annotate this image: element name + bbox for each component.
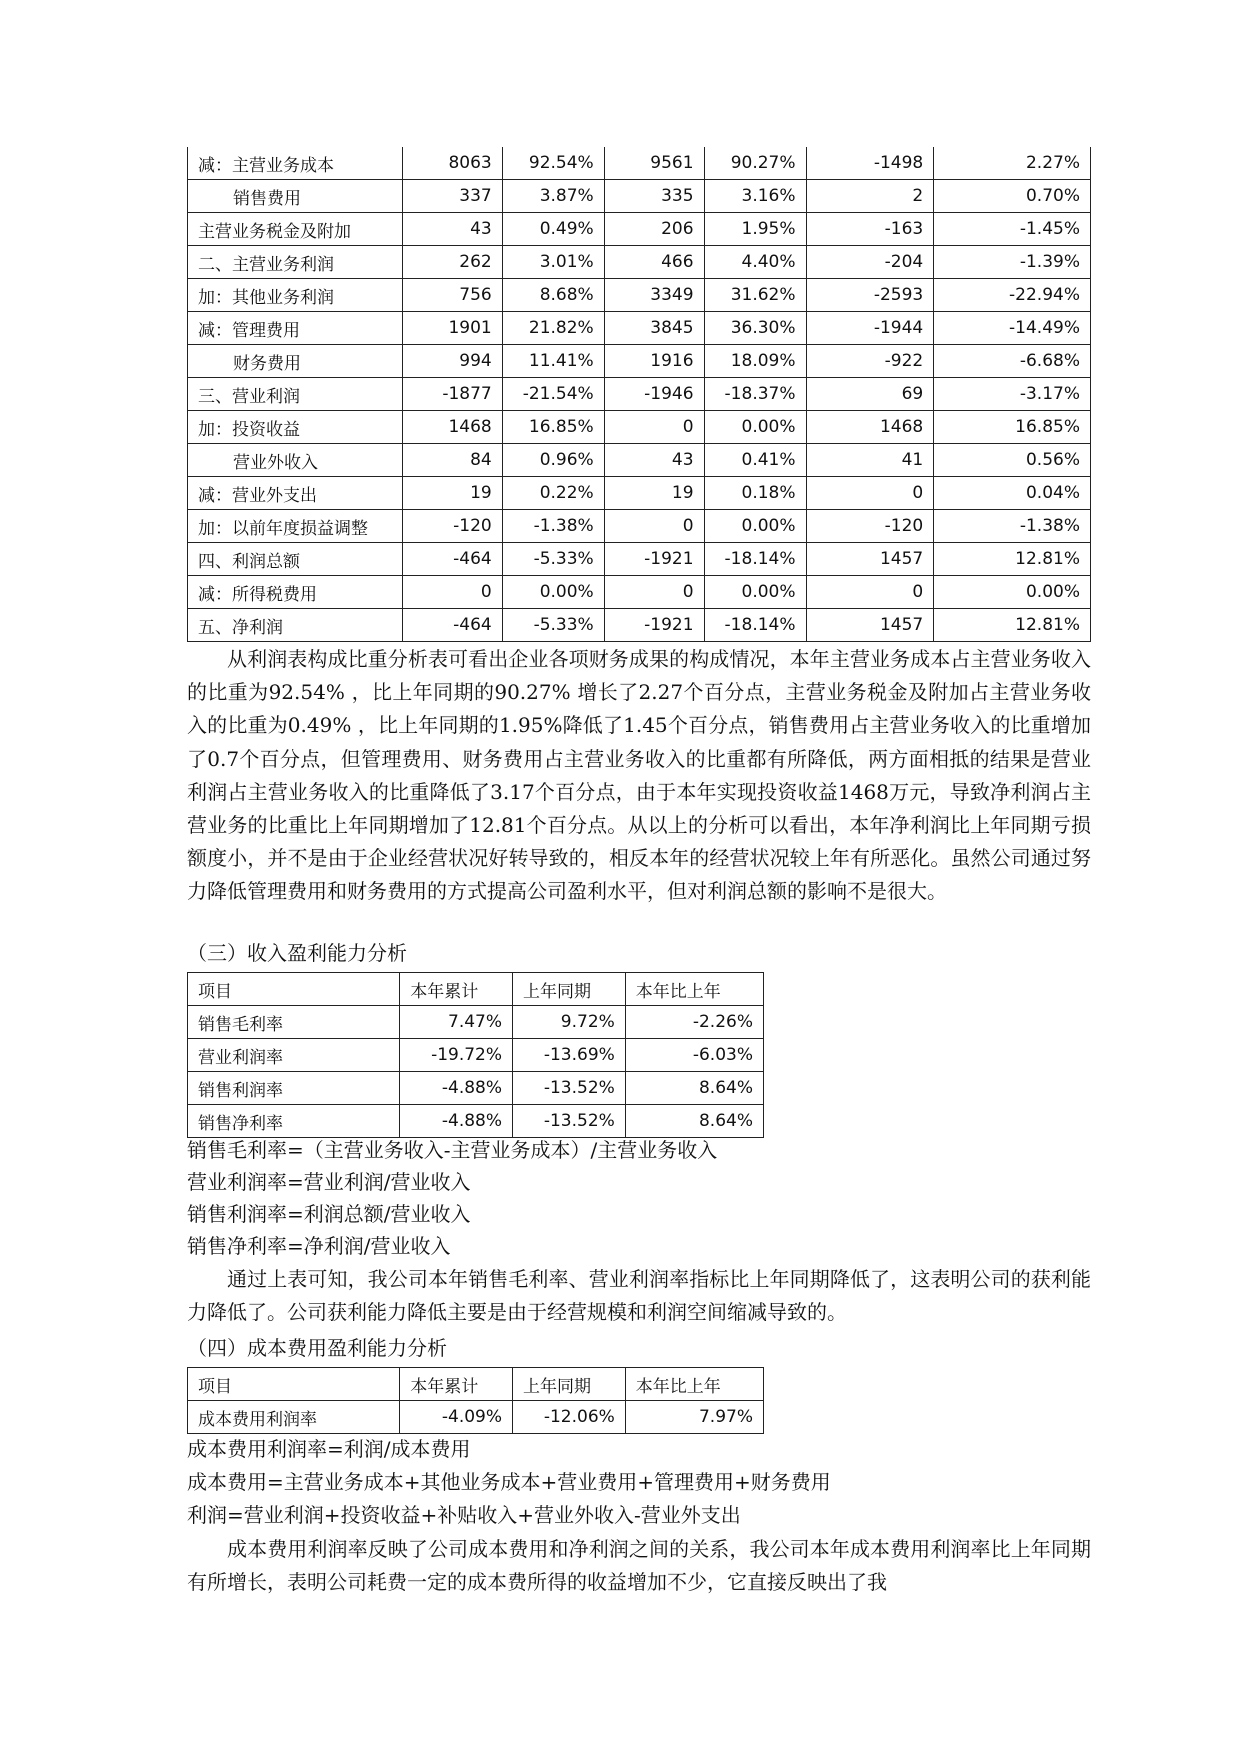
current-percent: 3.87% <box>502 180 604 213</box>
column-header: 本年比上年 <box>625 1368 763 1401</box>
current-value: 8063 <box>402 147 502 180</box>
row-label: 财务费用 <box>188 345 403 378</box>
table-row <box>188 576 1091 609</box>
revenue-profitability-table <box>187 972 764 1138</box>
row-label: 减：主营业务成本 <box>188 147 403 180</box>
difference-percent: 0.04% <box>934 477 1091 510</box>
table-row <box>188 312 1091 345</box>
row-label: 二、主营业务利润 <box>188 246 403 279</box>
section-title-revenue-profitability: （三）收入盈利能力分析 <box>187 941 407 965</box>
current-value: -464 <box>402 609 502 642</box>
difference-value: 2 <box>806 180 934 213</box>
previous-value: -13.52% <box>513 1072 626 1105</box>
previous-percent: 0.00% <box>704 576 806 609</box>
difference-value: -1498 <box>806 147 934 180</box>
formula-line: 销售净利率=净利润/营业收入 <box>187 1234 451 1258</box>
previous-value: 0 <box>604 576 704 609</box>
previous-percent: 31.62% <box>704 279 806 312</box>
column-header: 上年同期 <box>513 1368 626 1401</box>
table-row <box>188 411 1091 444</box>
formula-line: 成本费用=主营业务成本+其他业务成本+营业费用+管理费用+财务费用 <box>187 1470 831 1494</box>
table-row <box>188 378 1091 411</box>
previous-value: -13.69% <box>513 1039 626 1072</box>
formula-line: 销售利润率=利润总额/营业收入 <box>187 1202 471 1226</box>
row-label: 三、营业利润 <box>188 378 403 411</box>
cost-profitability-table <box>187 1367 764 1434</box>
difference-percent: -1.39% <box>934 246 1091 279</box>
previous-value: -1946 <box>604 378 704 411</box>
column-header: 项目 <box>188 1368 400 1401</box>
column-header: 项目 <box>188 973 400 1006</box>
current-percent: -5.33% <box>502 543 604 576</box>
previous-value: 43 <box>604 444 704 477</box>
difference-value: -1944 <box>806 312 934 345</box>
difference-value: 0 <box>806 477 934 510</box>
difference-value: 1457 <box>806 543 934 576</box>
row-label: 加：其他业务利润 <box>188 279 403 312</box>
current-value: 19 <box>402 477 502 510</box>
previous-percent: 0.00% <box>704 411 806 444</box>
current-percent: -1.38% <box>502 510 604 543</box>
difference-value: 7.97% <box>625 1401 763 1434</box>
table-row <box>188 213 1091 246</box>
difference-percent: 0.70% <box>934 180 1091 213</box>
current-percent: 0.49% <box>502 213 604 246</box>
current-value: 7.47% <box>400 1006 513 1039</box>
difference-percent: -1.38% <box>934 510 1091 543</box>
difference-percent: 0.00% <box>934 576 1091 609</box>
difference-value: 0 <box>806 576 934 609</box>
previous-value: 3349 <box>604 279 704 312</box>
column-header: 本年累计 <box>400 973 513 1006</box>
row-label: 四、利润总额 <box>188 543 403 576</box>
column-header: 本年累计 <box>400 1368 513 1401</box>
previous-percent: -18.14% <box>704 543 806 576</box>
current-value: -4.88% <box>400 1105 513 1138</box>
income-structure-table <box>187 147 1091 642</box>
current-percent: 92.54% <box>502 147 604 180</box>
difference-value: 8.64% <box>625 1072 763 1105</box>
column-header: 上年同期 <box>513 973 626 1006</box>
table-header-row <box>188 1368 764 1401</box>
previous-value: 19 <box>604 477 704 510</box>
current-value: -4.88% <box>400 1072 513 1105</box>
current-value: -4.09% <box>400 1401 513 1434</box>
difference-percent: 16.85% <box>934 411 1091 444</box>
difference-value: 1457 <box>806 609 934 642</box>
previous-percent: 0.00% <box>704 510 806 543</box>
previous-percent: 18.09% <box>704 345 806 378</box>
row-label: 销售费用 <box>188 180 403 213</box>
analysis-paragraph-3: 成本费用利润率反映了公司成本费用和净利润之间的关系，我公司本年成本费用利润率比上年同期有所增长，表明公司耗费一定的成本费所得的收益增加不少，它直接反映出了我 <box>187 1537 1091 1595</box>
table-row <box>188 1039 764 1072</box>
analysis-paragraph-2: 通过上表可知，我公司本年销售毛利率、营业利润率指标比上年同期降低了，这表明公司的获利能力降低了。公司获利能力降低主要是由于经营规模和利润空间缩减导致的。 <box>187 1267 1091 1325</box>
current-value: 1468 <box>402 411 502 444</box>
column-header: 本年比上年 <box>625 973 763 1006</box>
difference-percent: -14.49% <box>934 312 1091 345</box>
previous-value: 9561 <box>604 147 704 180</box>
difference-value: -2.26% <box>625 1006 763 1039</box>
previous-percent: 0.18% <box>704 477 806 510</box>
row-label: 加：投资收益 <box>188 411 403 444</box>
current-percent: 8.68% <box>502 279 604 312</box>
current-percent: -21.54% <box>502 378 604 411</box>
section-title-cost-profitability: （四）成本费用盈利能力分析 <box>187 1336 447 1360</box>
previous-percent: 0.41% <box>704 444 806 477</box>
previous-value: 0 <box>604 411 704 444</box>
formula-line: 成本费用利润率=利润/成本费用 <box>187 1437 471 1461</box>
current-value: -464 <box>402 543 502 576</box>
current-value: 0 <box>402 576 502 609</box>
table-header-row <box>188 973 764 1006</box>
difference-percent: 2.27% <box>934 147 1091 180</box>
difference-value: 41 <box>806 444 934 477</box>
difference-percent: 12.81% <box>934 609 1091 642</box>
previous-percent: 1.95% <box>704 213 806 246</box>
analysis-paragraph-1: 从利润表构成比重分析表可看出企业各项财务成果的构成情况，本年主营业务成本占主营业务收入的比重为92.54% ，比上年同期的90.27% 增长了2.27个百分点，主营业务税金及附加占主营业务收入的比重为0.49% ，比上年同期的1.95%降低了1.45个百分点，销售费用占主营业务收入的比重增加了0.7个百分点，但管理费用、财务费用占主营业务收入的比重都有所降低，两方面相抵的结果是营业利润占主营业务收入的比重降低了3.17个百分点，由于本年实现投资收益1468万元，导致净利润占主营业务的比重比上年同期增加了12.81个百分点。从以上的分析可以看出，本年净利润比上年同期亏损额度小，并不是由于企业经营状况好转导致的，相反本年的经营状况较上年有所恶化。虽然公司通过努力降低管理费用和财务费用的方式提高公司盈利水平，但对利润总额的影响不是很大。 <box>187 647 1091 904</box>
previous-value: 9.72% <box>513 1006 626 1039</box>
current-value: 1901 <box>402 312 502 345</box>
difference-value: -163 <box>806 213 934 246</box>
difference-percent: 12.81% <box>934 543 1091 576</box>
previous-percent: 90.27% <box>704 147 806 180</box>
difference-value: -120 <box>806 510 934 543</box>
current-percent: 16.85% <box>502 411 604 444</box>
current-value: 337 <box>402 180 502 213</box>
current-percent: 21.82% <box>502 312 604 345</box>
previous-value: 0 <box>604 510 704 543</box>
table-row <box>188 444 1091 477</box>
current-value: -120 <box>402 510 502 543</box>
previous-value: -1921 <box>604 543 704 576</box>
row-label: 五、净利润 <box>188 609 403 642</box>
previous-percent: 36.30% <box>704 312 806 345</box>
table-row <box>188 180 1091 213</box>
current-value: 84 <box>402 444 502 477</box>
previous-value: 3845 <box>604 312 704 345</box>
previous-value: -12.06% <box>513 1401 626 1434</box>
difference-percent: -3.17% <box>934 378 1091 411</box>
formula-line: 销售毛利率=（主营业务收入-主营业务成本）/主营业务收入 <box>187 1138 718 1162</box>
current-percent: 3.01% <box>502 246 604 279</box>
difference-value: 1468 <box>806 411 934 444</box>
table-row <box>188 1105 764 1138</box>
table-row <box>188 246 1091 279</box>
table-row <box>188 1401 764 1434</box>
previous-value: -1921 <box>604 609 704 642</box>
previous-value: 466 <box>604 246 704 279</box>
current-value: -1877 <box>402 378 502 411</box>
previous-percent: -18.14% <box>704 609 806 642</box>
table-row <box>188 1072 764 1105</box>
row-label: 成本费用利润率 <box>188 1401 400 1434</box>
table-row <box>188 543 1091 576</box>
difference-value: 69 <box>806 378 934 411</box>
table-row <box>188 510 1091 543</box>
row-label: 减：所得税费用 <box>188 576 403 609</box>
current-percent: 0.22% <box>502 477 604 510</box>
current-value: 262 <box>402 246 502 279</box>
current-value: 994 <box>402 345 502 378</box>
row-label: 主营业务税金及附加 <box>188 213 403 246</box>
previous-value: -13.52% <box>513 1105 626 1138</box>
previous-value: 1916 <box>604 345 704 378</box>
previous-value: 335 <box>604 180 704 213</box>
difference-value: 8.64% <box>625 1105 763 1138</box>
difference-value: -2593 <box>806 279 934 312</box>
current-percent: -5.33% <box>502 609 604 642</box>
difference-value: -922 <box>806 345 934 378</box>
row-label: 减：管理费用 <box>188 312 403 345</box>
current-percent: 0.00% <box>502 576 604 609</box>
table-row <box>188 1006 764 1039</box>
table-row <box>188 147 1091 180</box>
current-value: 43 <box>402 213 502 246</box>
row-label: 销售净利率 <box>188 1105 400 1138</box>
difference-percent: 0.56% <box>934 444 1091 477</box>
previous-percent: 3.16% <box>704 180 806 213</box>
table-row <box>188 345 1091 378</box>
previous-percent: -18.37% <box>704 378 806 411</box>
difference-value: -6.03% <box>625 1039 763 1072</box>
current-percent: 11.41% <box>502 345 604 378</box>
row-label: 销售利润率 <box>188 1072 400 1105</box>
row-label: 营业外收入 <box>188 444 403 477</box>
formula-line: 利润=营业利润+投资收益+补贴收入+营业外收入-营业外支出 <box>187 1503 741 1527</box>
previous-percent: 4.40% <box>704 246 806 279</box>
row-label: 营业利润率 <box>188 1039 400 1072</box>
current-value: -19.72% <box>400 1039 513 1072</box>
table-row <box>188 609 1091 642</box>
row-label: 减：营业外支出 <box>188 477 403 510</box>
difference-percent: -1.45% <box>934 213 1091 246</box>
current-percent: 0.96% <box>502 444 604 477</box>
row-label: 销售毛利率 <box>188 1006 400 1039</box>
current-value: 756 <box>402 279 502 312</box>
row-label: 加：以前年度损益调整 <box>188 510 403 543</box>
difference-value: -204 <box>806 246 934 279</box>
table-row <box>188 477 1091 510</box>
difference-percent: -6.68% <box>934 345 1091 378</box>
formula-line: 营业利润率=营业利润/营业收入 <box>187 1170 471 1194</box>
previous-value: 206 <box>604 213 704 246</box>
table-row <box>188 279 1091 312</box>
difference-percent: -22.94% <box>934 279 1091 312</box>
